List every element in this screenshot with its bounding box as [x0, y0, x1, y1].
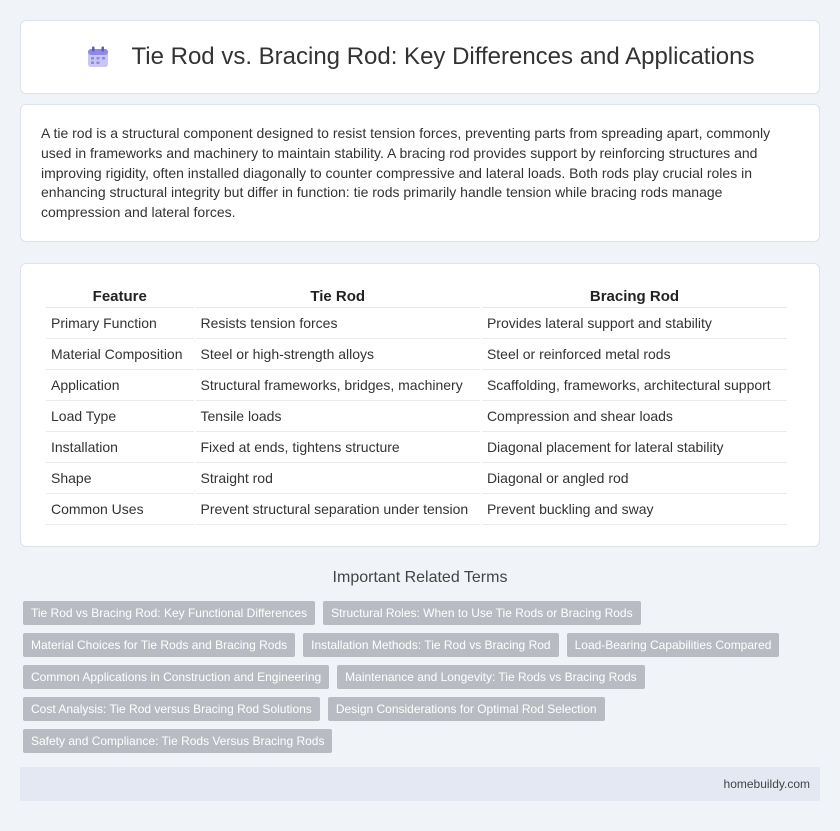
cell-bracing-rod: Prevent buckling and sway	[482, 494, 787, 525]
table-header-row	[46, 284, 787, 308]
table-row	[46, 401, 787, 432]
related-term-tag[interactable]: Cost Analysis: Tie Rod versus Bracing Rod Solutions	[23, 697, 320, 721]
cell-feature: Common Uses	[46, 494, 194, 525]
title-card	[20, 20, 820, 94]
cell-bracing-rod: Steel or reinforced metal rods	[482, 339, 787, 370]
intro-paragraph: A tie rod is a structural component designed to resist tension forces, preventing parts from spreading apart, commonly used in frameworks and machinery to maintain stability. A bracing rod provides support by reinforcing structures and improving rigidity, often installed diagonally to counter compressive and lateral loads. Both rods play crucial roles in enhancing structural integrity but differ in function: tie rods primarily handle tension while bracing rods manage compression and lateral forces.	[41, 125, 771, 221]
cell-feature: Material Composition	[46, 339, 194, 370]
cell-tie-rod: Steel or high-strength alloys	[196, 339, 480, 370]
calendar-icon	[86, 45, 110, 69]
table-row	[46, 370, 787, 401]
cell-tie-rod: Straight rod	[196, 463, 480, 494]
comparison-table	[44, 284, 789, 525]
related-terms-heading: Important Related Terms	[332, 569, 508, 586]
intro-card	[20, 104, 820, 242]
footer-site-link[interactable]: homebuildy.com	[723, 777, 810, 791]
table-row	[46, 339, 787, 370]
related-term-tag[interactable]: Maintenance and Longevity: Tie Rods vs Bracing Rods	[337, 665, 645, 689]
cell-feature: Installation	[46, 432, 194, 463]
cell-tie-rod: Resists tension forces	[196, 308, 480, 339]
cell-bracing-rod: Provides lateral support and stability	[482, 308, 787, 339]
table-row	[46, 463, 787, 494]
cell-feature: Primary Function	[46, 308, 194, 339]
header-bracing-rod: Bracing Rod	[482, 284, 787, 308]
cell-feature: Shape	[46, 463, 194, 494]
related-term-tag[interactable]: Design Considerations for Optimal Rod Selection	[328, 697, 605, 721]
related-terms-list	[20, 601, 820, 753]
related-term-tag[interactable]: Material Choices for Tie Rods and Bracing Rods	[23, 633, 295, 657]
header-tie-rod: Tie Rod	[196, 284, 480, 308]
cell-tie-rod: Prevent structural separation under tension	[196, 494, 480, 525]
related-term-tag[interactable]: Load-Bearing Capabilities Compared	[567, 633, 780, 657]
footer	[20, 767, 820, 801]
related-term-tag[interactable]: Common Applications in Construction and Engineering	[23, 665, 329, 689]
cell-bracing-rod: Compression and shear loads	[482, 401, 787, 432]
related-term-tag[interactable]: Installation Methods: Tie Rod vs Bracing Rod	[303, 633, 558, 657]
page-title	[86, 43, 755, 71]
related-term-tag[interactable]: Structural Roles: When to Use Tie Rods or Bracing Rods	[323, 601, 640, 625]
page-title-text: Tie Rod vs. Bracing Rod: Key Differences and Applications	[131, 43, 755, 70]
related-term-tag[interactable]: Safety and Compliance: Tie Rods Versus Bracing Rods	[23, 729, 332, 753]
table-row	[46, 308, 787, 339]
cell-tie-rod: Fixed at ends, tightens structure	[196, 432, 480, 463]
cell-tie-rod: Structural frameworks, bridges, machinery	[196, 370, 480, 401]
table-row	[46, 494, 787, 525]
cell-bracing-rod: Scaffolding, frameworks, architectural support	[482, 370, 787, 401]
header-feature: Feature	[46, 284, 194, 308]
related-terms-section	[20, 569, 820, 753]
cell-bracing-rod: Diagonal placement for lateral stability	[482, 432, 787, 463]
cell-feature: Application	[46, 370, 194, 401]
cell-tie-rod: Tensile loads	[196, 401, 480, 432]
related-term-tag[interactable]: Tie Rod vs Bracing Rod: Key Functional Differences	[23, 601, 315, 625]
table-row	[46, 432, 787, 463]
cell-feature: Load Type	[46, 401, 194, 432]
cell-bracing-rod: Diagonal or angled rod	[482, 463, 787, 494]
comparison-card	[20, 263, 820, 547]
